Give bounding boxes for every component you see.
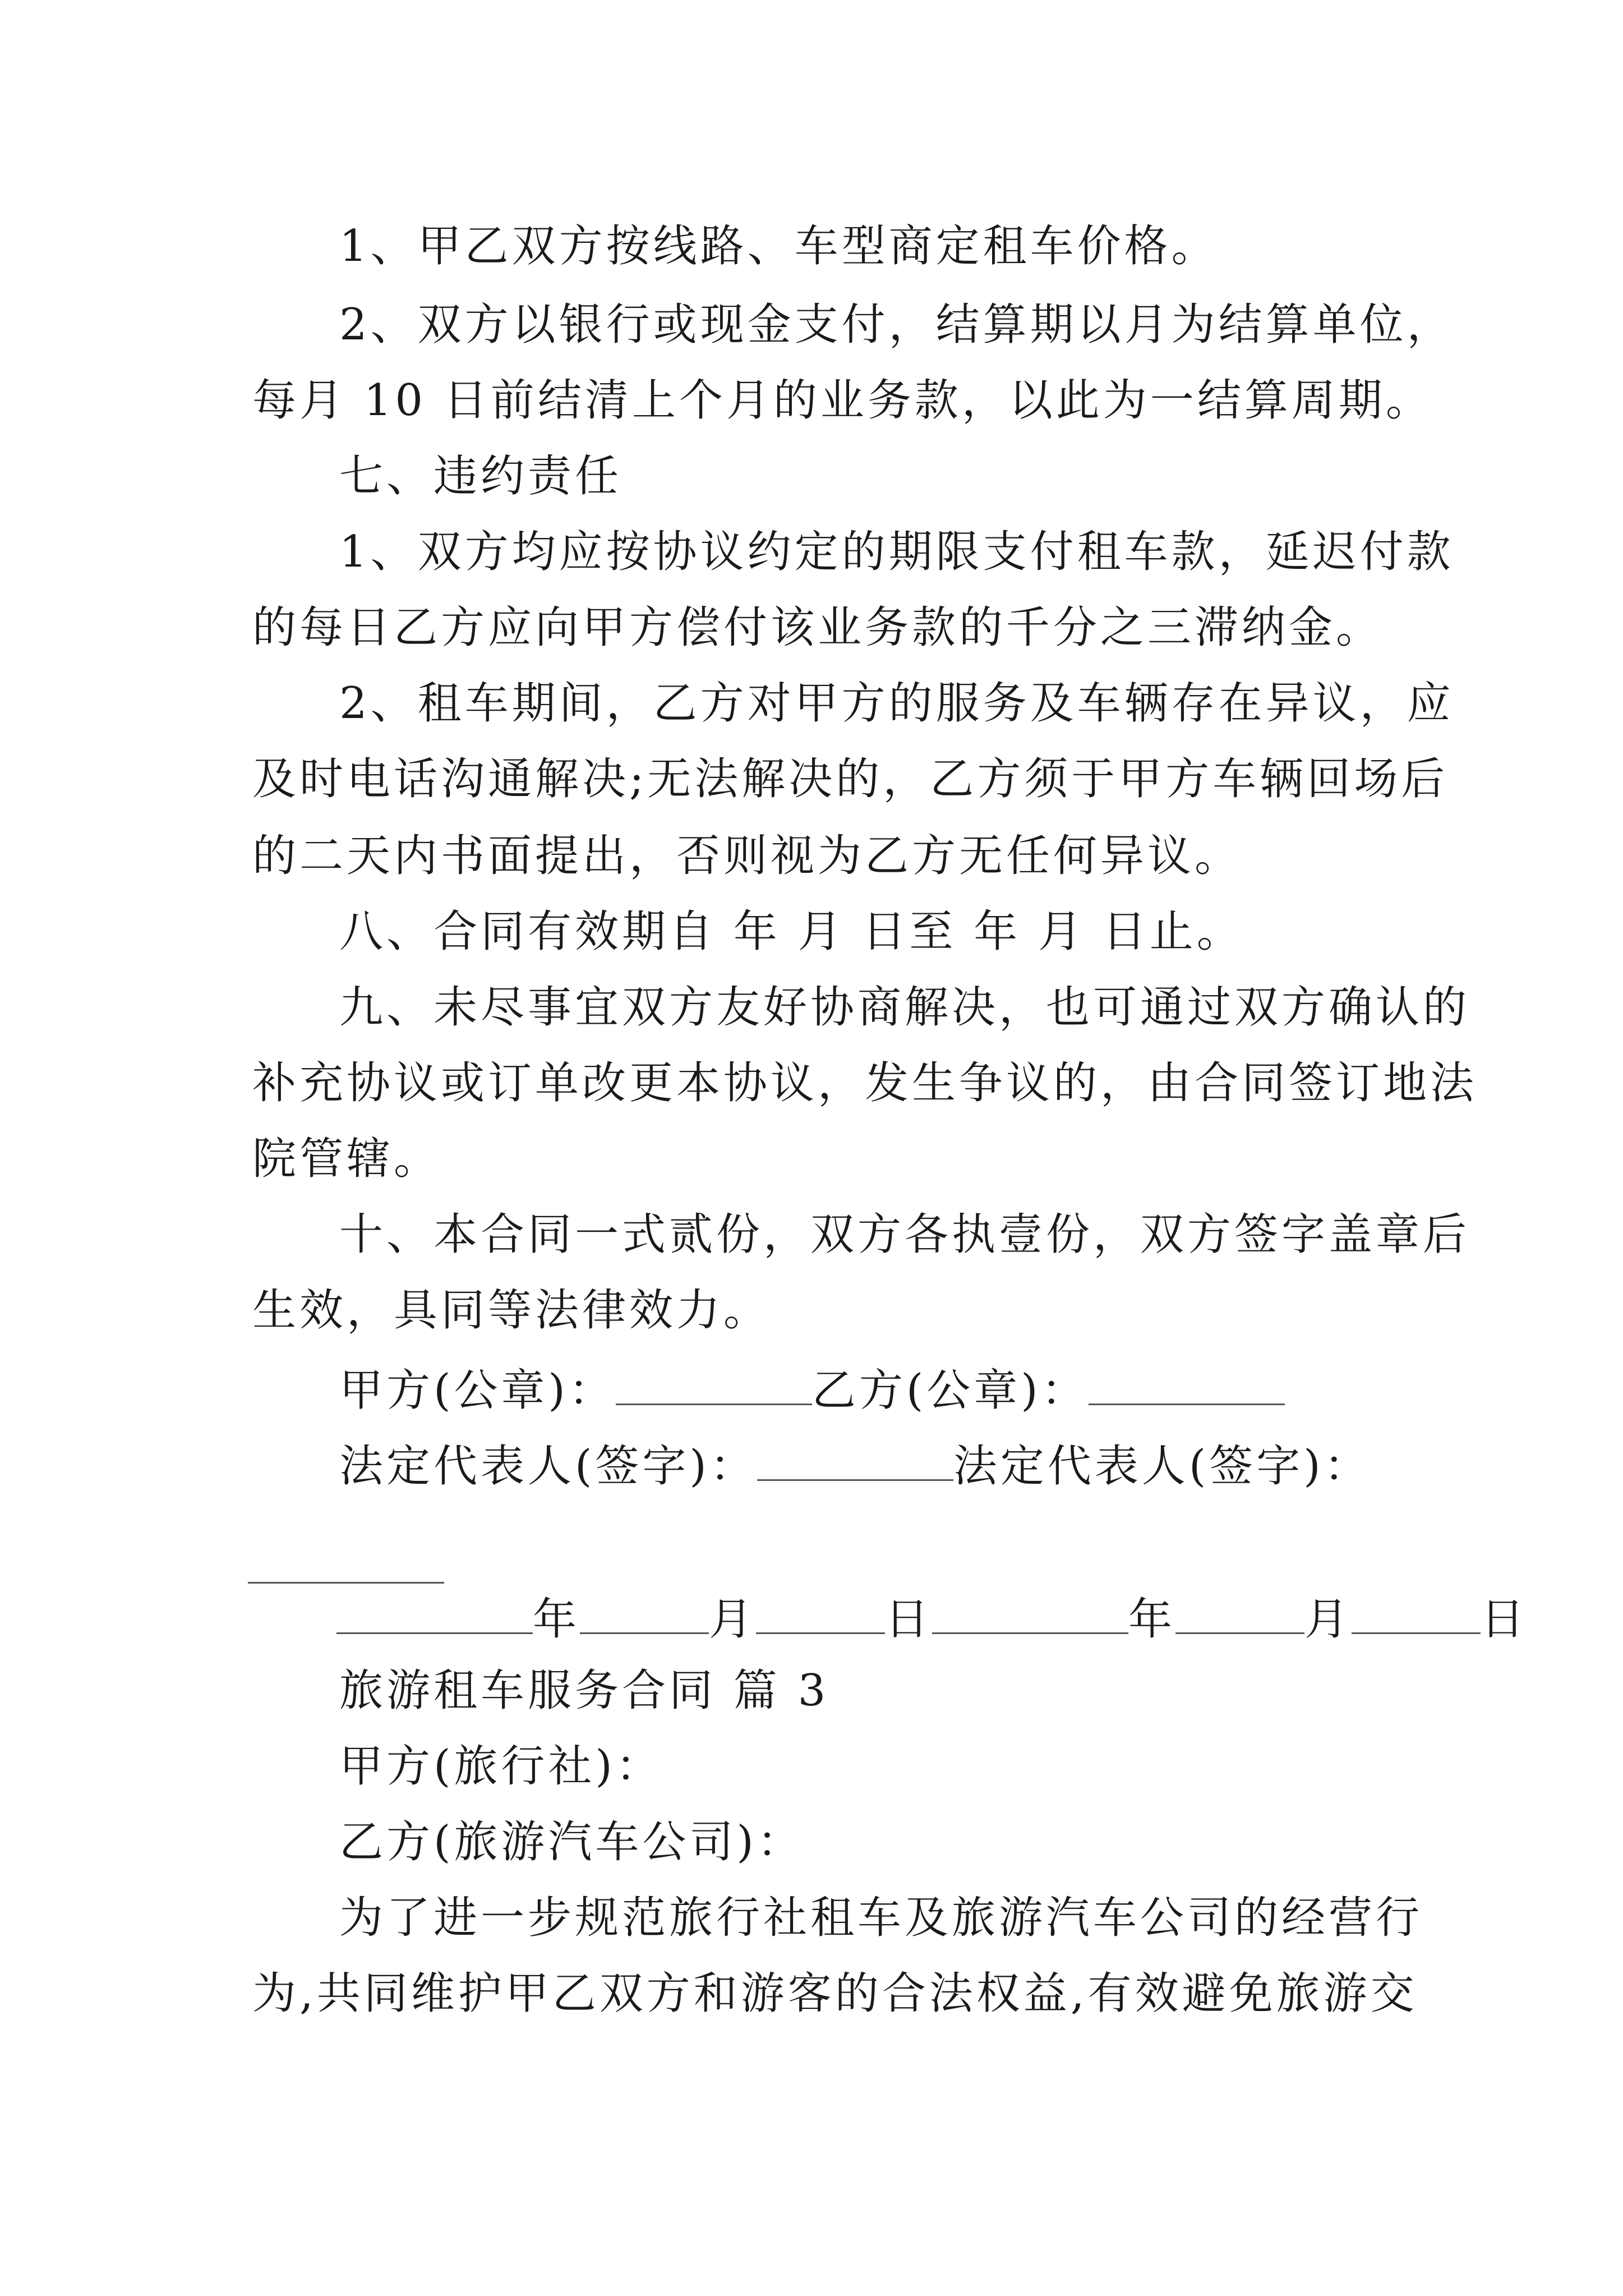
date-a-year-label: 年 [533, 1594, 580, 1645]
date-b-day-label: 日 [1481, 1594, 1528, 1645]
date-b-year-blank [932, 1593, 1128, 1634]
section-copies-line1: 十、本合同一式贰份，双方各执壹份，双方签字盖章后 [339, 1209, 1470, 1260]
contract-3-party-b: 乙方(旅游汽车公司)： [339, 1817, 804, 1867]
contract-3-intro-line2: 为,共同维护甲乙双方和游客的合法权益,有效避免旅游交 [252, 1968, 1418, 2019]
date-a-year-blank [336, 1593, 533, 1634]
party-a-seal-label: 甲方(公章)： [339, 1365, 616, 1416]
contract-3-party-a: 甲方(旅行社)： [339, 1741, 663, 1792]
legal-rep-a-blank [757, 1440, 953, 1481]
clause-6-1: 1、甲乙双方按线路、车型商定租车价格。 [339, 221, 1219, 272]
legal-rep-a-label: 法定代表人(签字)： [339, 1441, 757, 1492]
date-b-day-blank [1352, 1593, 1481, 1634]
section-heading-breach: 七、违约责任 [339, 451, 623, 501]
date-b-month-blank [1175, 1593, 1304, 1634]
clause-7-2-line3: 的二天内书面提出，否则视为乙方无任何异议。 [252, 831, 1242, 881]
legal-rep-row [339, 1440, 1371, 1492]
date-a-month-blank [580, 1593, 709, 1634]
contract-3-title: 旅游租车服务合同 篇 3 [339, 1665, 829, 1716]
date-row [336, 1593, 1528, 1645]
party-a-seal-blank [616, 1364, 812, 1405]
clause-7-1-line1: 1、双方均应按协议约定的期限支付租车款，延迟付款 [339, 527, 1454, 577]
date-b-month-label: 月 [1304, 1594, 1352, 1645]
legal-rep-b-blank [248, 1582, 444, 1584]
legal-rep-b-label: 法定代表人(签字)： [953, 1441, 1371, 1492]
party-b-seal-label: 乙方(公章)： [811, 1365, 1089, 1416]
clause-7-2-line2: 及时电话沟通解决;无法解决的，乙方须于甲方车辆回场后 [252, 754, 1449, 804]
seal-row [339, 1364, 1285, 1416]
party-b-seal-blank [1089, 1364, 1285, 1405]
date-b-year-label: 年 [1128, 1594, 1176, 1645]
date-a-day-blank [756, 1593, 885, 1634]
clause-7-1-line2: 的每日乙方应向甲方偿付该业务款的千分之三滞纳金。 [252, 602, 1384, 653]
date-a-month-label: 月 [709, 1594, 757, 1645]
section-misc-line2: 补充协议或订单改更本协议，发生争议的，由合同签订地法 [252, 1058, 1478, 1108]
date-a-day-label: 日 [885, 1594, 933, 1645]
section-misc-line1: 九、未尽事宜双方友好协商解决，也可通过双方确认的 [339, 982, 1470, 1033]
section-copies-line2: 生效，具同等法律效力。 [252, 1285, 771, 1336]
section-misc-line3: 院管辖。 [252, 1134, 441, 1184]
clause-7-2-line1: 2、租车期间，乙方对甲方的服务及车辆存在异议，应 [339, 678, 1454, 729]
clause-6-2-line2: 每月 10 日前结清上个月的业务款，以此为一结算周期。 [252, 375, 1433, 426]
section-validity: 八、合同有效期自 年 月 日至 年 月 日止。 [339, 907, 1244, 957]
contract-3-intro-line1: 为了进一步规范旅行社租车及旅游汽车公司的经营行 [339, 1893, 1423, 1943]
clause-6-2-line1: 2、双方以银行或现金支付，结算期以月为结算单位， [339, 300, 1454, 350]
